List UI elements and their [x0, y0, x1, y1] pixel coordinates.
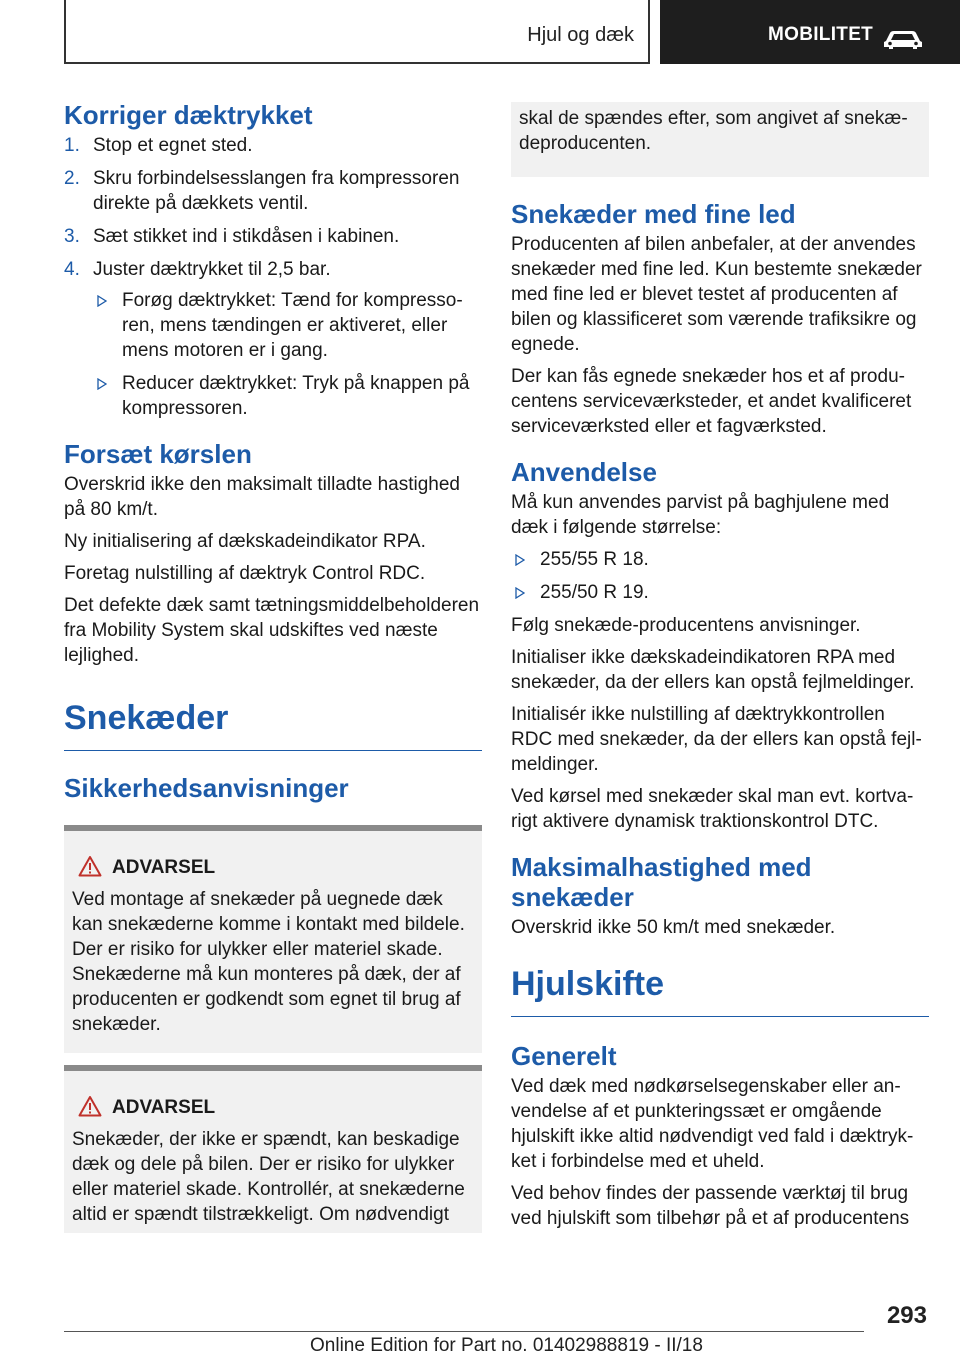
warning-continued-box	[511, 102, 929, 177]
list-item	[511, 580, 929, 605]
warning-label: ADVARSEL	[112, 1097, 216, 1118]
paragraph: Overskrid ikke den maksimalt tilladte hastighed på 80 km/t.	[64, 474, 461, 520]
step-text: Skru forbindelsesslangen fra kompressoren direkte på dækkets ventil.	[93, 168, 460, 214]
size-text: 255/55 R 18.	[540, 549, 649, 570]
step-number: 3.	[64, 226, 80, 247]
paragraph: Må kun anvendes parvist på baghjulene med dæk i følgende størrelse:	[511, 492, 890, 538]
list-item	[64, 257, 482, 282]
warning-box	[64, 1065, 482, 1233]
heading-forsaet: Forsæt kørslen	[64, 439, 252, 469]
car-icon	[882, 28, 924, 50]
list-item	[93, 288, 482, 363]
heading-snekaeder: Snekæder	[64, 698, 482, 751]
heading-korriger: Korriger dæktrykket	[64, 100, 313, 130]
paragraph: Følg snekæde-producentens anvisninger.	[511, 615, 861, 636]
paragraph: Foretag nulstilling af dæktryk Control RDC.	[64, 563, 426, 584]
heading-generelt: Generelt	[511, 1041, 617, 1071]
step-number: 4.	[64, 259, 80, 280]
header-tab-mobilitet	[660, 0, 960, 64]
warning-text: Snekæder, der ikke er spændt, kan beskadige dæk og dele på bilen. Der er risiko for ulykker eller materiel skade. Kontrollér, at snekæderne altid er spændt tilstrækkeligt. Om nødvendigt	[72, 1129, 465, 1225]
footer-edition: Online Edition for Part no. 01402988819 - II/18	[310, 1335, 703, 1356]
page-number: 293	[886, 1302, 927, 1329]
heading-sikkerhed: Sikkerhedsanvisninger	[64, 773, 349, 803]
paragraph: Ved dæk med nødkørselsegenskaber eller anvendelse af et punkteringssæt er omgående hjulskift ikke altid nødvendigt ved fald i dæktrykket i forbindelse med et uheld.	[511, 1076, 914, 1172]
left-column	[64, 100, 482, 1233]
substep-text: Reducer dæktrykket: Tryk på knappen på kompressoren.	[122, 373, 470, 419]
paragraph: Overskrid ikke 50 km/t med snekæder.	[511, 917, 836, 938]
heading-anvendelse: Anvendelse	[511, 457, 657, 487]
paragraph: Initialiser ikke dækskadeindikatoren RPA med snekæder, da der ellers kan opstå fejlmeldinger.	[511, 647, 915, 693]
paragraph: Producenten af bilen anbefaler, at der anvendes snekæder med fine led. Kun bestemte snekæder med fine led er blevet testet af producenten af bilen og klassificeret som værende trafiksikre og egnede.	[511, 234, 922, 355]
substep-text: Forøg dæktrykket: Tænd for kompressoren, mens tændingen er aktiveret, eller mens motoren er i gang.	[122, 290, 463, 361]
list-item	[64, 224, 482, 249]
step-text: Juster dæktrykket til 2,5 bar.	[93, 259, 331, 280]
warning-text: skal de spændes efter, som angivet af snekædeproducenten.	[519, 108, 908, 154]
triangle-bullet-icon	[515, 587, 525, 599]
list-item	[511, 547, 929, 572]
step-text: Stop et egnet sted.	[93, 135, 253, 156]
size-text: 255/50 R 19.	[540, 582, 649, 603]
paragraph: Ny initialisering af dækskadeindikator RPA.	[64, 531, 426, 552]
paragraph: Der kan fås egnede snekæder hos et af producentens serviceværksteder, et andet kvalificeret serviceværksted eller et fagværksted.	[511, 366, 912, 437]
sizes-list	[511, 547, 929, 605]
warning-heading	[72, 1095, 474, 1121]
header-tab-label: MOBILITET	[768, 24, 874, 45]
triangle-bullet-icon	[515, 554, 525, 566]
list-item	[64, 133, 482, 158]
paragraph: Ved behov findes der passende værktøj til brug ved hjulskift som tilbehør på et af producentens	[511, 1183, 910, 1229]
step-number: 1.	[64, 135, 80, 156]
warning-label: ADVARSEL	[112, 857, 216, 878]
substeps-list	[93, 288, 482, 421]
paragraph: Ved kørsel med snekæder skal man evt. kortvarigt aktivere dynamisk traktionskontrol DTC.	[511, 786, 914, 832]
warning-triangle-icon	[78, 855, 102, 877]
warning-box	[64, 825, 482, 1053]
right-column	[511, 102, 929, 1238]
list-item	[64, 166, 482, 216]
warning-text: Ved montage af snekæder på uegnede dæk kan snekæderne komme i kontakt med bildele. Der er risiko for ulykker eller materiel skade. Snekæderne må kun monteres på dæk, der af producenten er godkendt som egnet til brug af snekæder.	[72, 889, 465, 1035]
step-number: 2.	[64, 168, 80, 189]
list-item	[93, 371, 482, 421]
header-section-title: Hjul og dæk	[527, 24, 634, 46]
footer-divider	[64, 1331, 864, 1332]
step-text: Sæt stikket ind i stikdåsen i kabinen.	[93, 226, 400, 247]
heading-hjulskifte: Hjulskifte	[511, 964, 929, 1017]
paragraph: Initialisér ikke nulstilling af dæktrykkontrollen RDC med snekæder, da der ellers kan opstå fejlmeldinger.	[511, 704, 922, 775]
triangle-bullet-icon	[97, 378, 107, 390]
warning-triangle-icon	[78, 1095, 102, 1117]
steps-list	[64, 133, 482, 282]
heading-maksimalhastighed: Maksimalhastighed med snekæder	[511, 852, 812, 912]
heading-fine-led: Snekæder med fine led	[511, 199, 796, 229]
warning-heading	[72, 855, 474, 881]
paragraph: Det defekte dæk samt tætningsmiddelbeholderen fra Mobility System skal udskiftes ved næste lejlighed.	[64, 595, 480, 666]
triangle-bullet-icon	[97, 295, 107, 307]
